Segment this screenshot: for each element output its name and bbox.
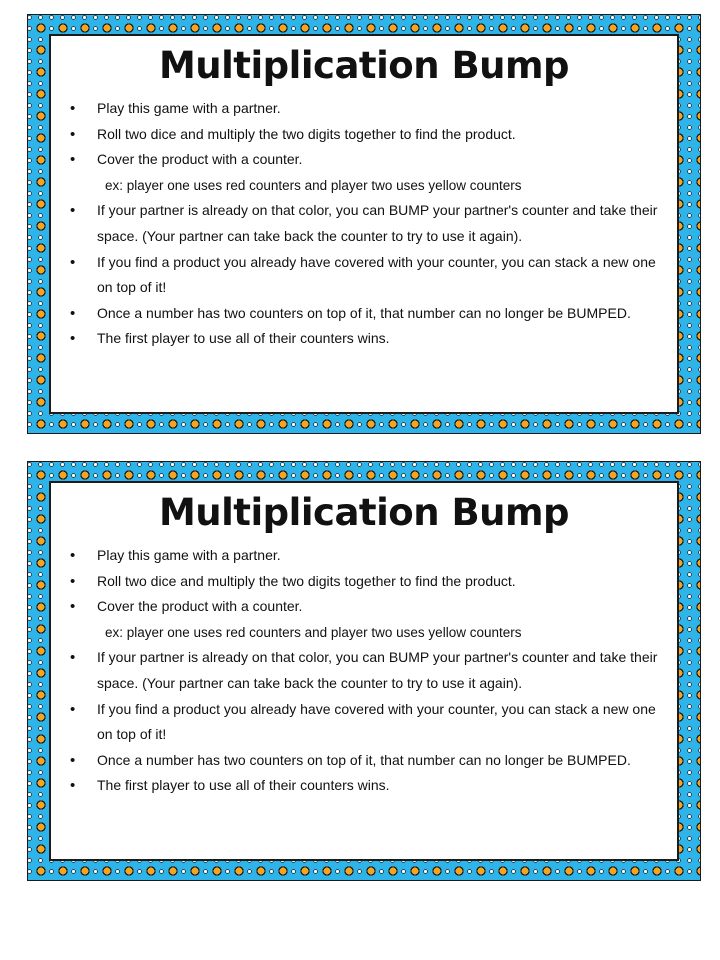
rules-list: [51, 543, 667, 799]
card-title: Multiplication Bump: [158, 491, 570, 534]
rule-item: • Play this game with a partner.: [51, 543, 667, 569]
rule-item: • Roll two dice and multiply the two digits together to find the product.: [51, 122, 667, 148]
card-content-bottom: [49, 481, 679, 861]
rule-item: • Once a number has two counters on top of it, that number can no longer be BUMPED.: [51, 748, 667, 774]
rule-item: • Cover the product with a counter.: [51, 147, 667, 173]
rule-item: • If your partner is already on that color, you can BUMP your partner's counter and take their space. (Your partner can take back the counter to try to use it again).: [51, 198, 667, 249]
rule-item: • If you find a product you already have covered with your counter, you can stack a new one on top of it!: [51, 697, 667, 748]
game-card-bottom: [27, 461, 701, 881]
card-content-top: [49, 34, 679, 414]
rule-item: • The first player to use all of their counters wins.: [51, 326, 667, 352]
rule-example: ex: player one uses red counters and player two uses yellow counters: [105, 624, 522, 640]
rule-item: • Roll two dice and multiply the two digits together to find the product.: [51, 569, 667, 595]
rule-item: • If your partner is already on that color, you can BUMP your partner's counter and take their space. (Your partner can take back the counter to try to use it again).: [51, 645, 667, 696]
rules-list: [51, 96, 667, 352]
game-card-top: [27, 14, 701, 434]
rule-item: • If you find a product you already have covered with your counter, you can stack a new one on top of it!: [51, 250, 667, 301]
rule-item: • Once a number has two counters on top of it, that number can no longer be BUMPED.: [51, 301, 667, 327]
rule-example: ex: player one uses red counters and player two uses yellow counters: [105, 177, 522, 193]
rule-item: • Play this game with a partner.: [51, 96, 667, 122]
rule-item: • Cover the product with a counter.: [51, 594, 667, 620]
rule-item: • The first player to use all of their counters wins.: [51, 773, 667, 799]
card-title: Multiplication Bump: [158, 44, 570, 87]
